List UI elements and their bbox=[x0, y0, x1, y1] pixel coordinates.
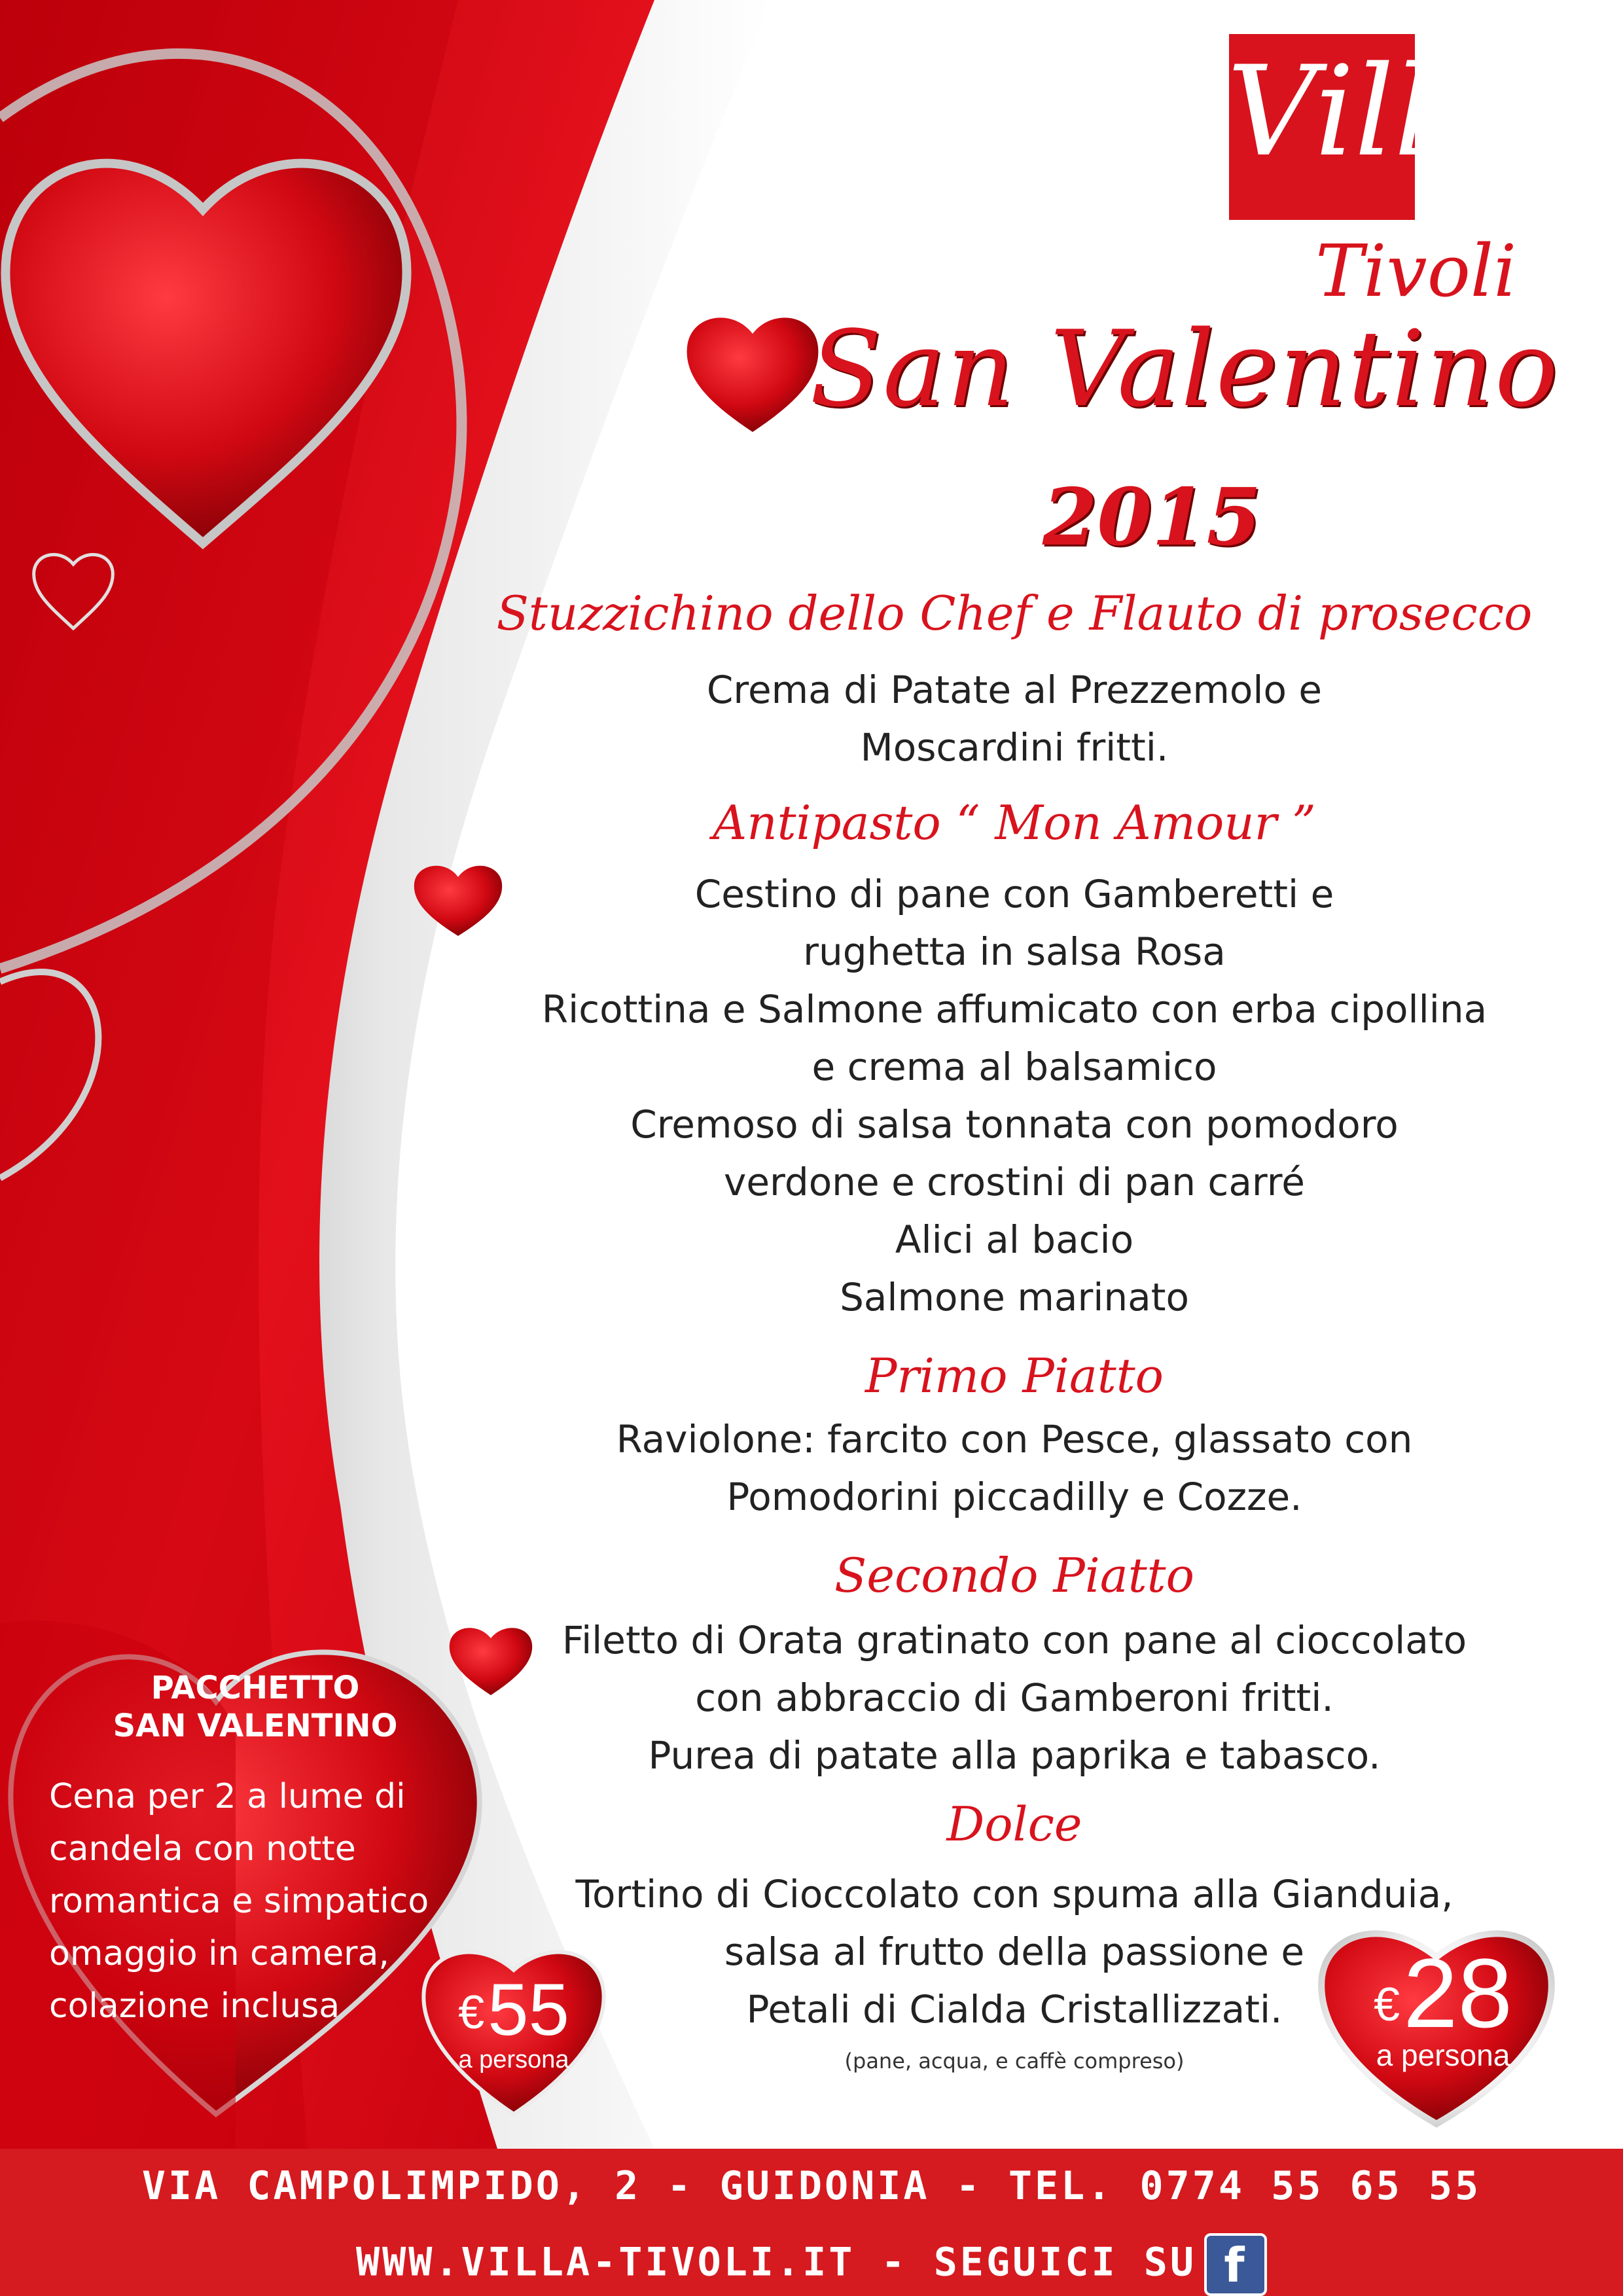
course-heading bbox=[458, 1348, 1571, 1403]
package-text-line: candela con notte bbox=[49, 1829, 356, 1869]
dish-line: Crema di Patate al Prezzemolo e bbox=[706, 668, 1323, 712]
course-3-dishes bbox=[458, 1410, 1571, 1526]
course-1-title: Stuzzichino dello Chef e Flauto di prosecco bbox=[496, 586, 1533, 641]
course-4-dishes bbox=[458, 1611, 1571, 1784]
dish-line: Moscardini fritti. bbox=[860, 725, 1169, 770]
course-heading bbox=[458, 795, 1571, 850]
menu-note: (pane, acqua, e caffè compreso) bbox=[844, 2049, 1185, 2073]
dish-line: Raviolone: farcito con Pesce, glassato con bbox=[616, 1417, 1413, 1462]
dish-line: con abbraccio di Gamberoni fritti. bbox=[695, 1676, 1334, 1720]
price-amount: 55 bbox=[488, 1969, 569, 2051]
package-title-line2: SAN VALENTINO bbox=[113, 1708, 398, 1744]
course-heading bbox=[458, 1797, 1571, 1852]
dish-line: Tortino di Cioccolato con spuma alla Gianduia, bbox=[575, 1872, 1454, 1916]
package-text-line: romantica e simpatico bbox=[49, 1882, 429, 1921]
footer-website bbox=[0, 2233, 1623, 2296]
dish-line: Cestino di pane con Gamberetti e bbox=[694, 872, 1334, 916]
package-text-line: omaggio in camera, bbox=[49, 1934, 389, 1973]
course-2-dishes bbox=[458, 865, 1571, 1326]
website-text[interactable]: WWW.VILLA-TIVOLI.IT - SEGUICI SU bbox=[356, 2239, 1196, 2286]
package-text-line: colazione inclusa bbox=[49, 1986, 340, 2026]
package-title bbox=[85, 1669, 425, 1745]
dish-line: Salmone marinato bbox=[840, 1275, 1189, 1319]
price-unit: a persona bbox=[458, 2046, 569, 2073]
price-amount: 28 bbox=[1403, 1938, 1512, 2048]
package-description bbox=[49, 1770, 455, 2032]
dish-line: Alici al bacio bbox=[895, 1217, 1134, 1262]
dish-line: Pomodorini piccadilly e Cozze. bbox=[726, 1475, 1302, 1519]
course-1-dishes bbox=[458, 661, 1571, 776]
course-heading bbox=[458, 1548, 1571, 1603]
currency-symbol: € bbox=[1374, 1979, 1400, 2031]
dish-line: verdone e crostini di pan carré bbox=[724, 1160, 1305, 1204]
price-unit: a persona bbox=[1376, 2038, 1510, 2072]
package-title-line1: PACCHETTO bbox=[151, 1670, 360, 1706]
dish-line: e crema al balsamico bbox=[812, 1045, 1217, 1089]
dish-line: Petali di Cialda Cristallizzati. bbox=[746, 1987, 1283, 2032]
logo-text-villa: Villa bbox=[1227, 39, 1508, 184]
footer-address: VIA CAMPOLIMPIDO, 2 - GUIDONIA - TEL. 0774 55 65 55 bbox=[141, 2163, 1482, 2209]
dish-line: Ricottina e Salmone affumicato con erba cipollina bbox=[541, 987, 1488, 1031]
menu-price bbox=[1329, 1938, 1558, 2072]
package-price bbox=[432, 1969, 596, 2073]
course-heading bbox=[458, 586, 1571, 641]
dish-line: Cremoso di salsa tonnata con pomodoro bbox=[630, 1102, 1399, 1147]
dish-line: Purea di patate alla paprika e tabasco. bbox=[648, 1733, 1381, 1778]
facebook-icon[interactable]: f bbox=[1204, 2233, 1267, 2296]
course-2-title: Antipasto “ Mon Amour ” bbox=[713, 795, 1316, 850]
dish-line: rughetta in salsa Rosa bbox=[803, 929, 1226, 974]
dish-line: Filetto di Orata gratinato con pane al cioccolato bbox=[562, 1618, 1467, 1662]
course-4-title: Secondo Piatto bbox=[834, 1548, 1194, 1603]
package-text-line: Cena per 2 a lume di bbox=[49, 1777, 406, 1816]
course-3-title: Primo Piatto bbox=[865, 1348, 1164, 1403]
course-5-title: Dolce bbox=[946, 1797, 1082, 1852]
dish-line: salsa al frutto della passione e bbox=[724, 1929, 1305, 1974]
currency-symbol: € bbox=[458, 1986, 485, 2039]
page-title: San Valentino bbox=[810, 308, 1560, 430]
page-year: 2015 bbox=[1043, 471, 1261, 564]
logo-text-tivoli: Tivoli bbox=[1315, 229, 1517, 313]
